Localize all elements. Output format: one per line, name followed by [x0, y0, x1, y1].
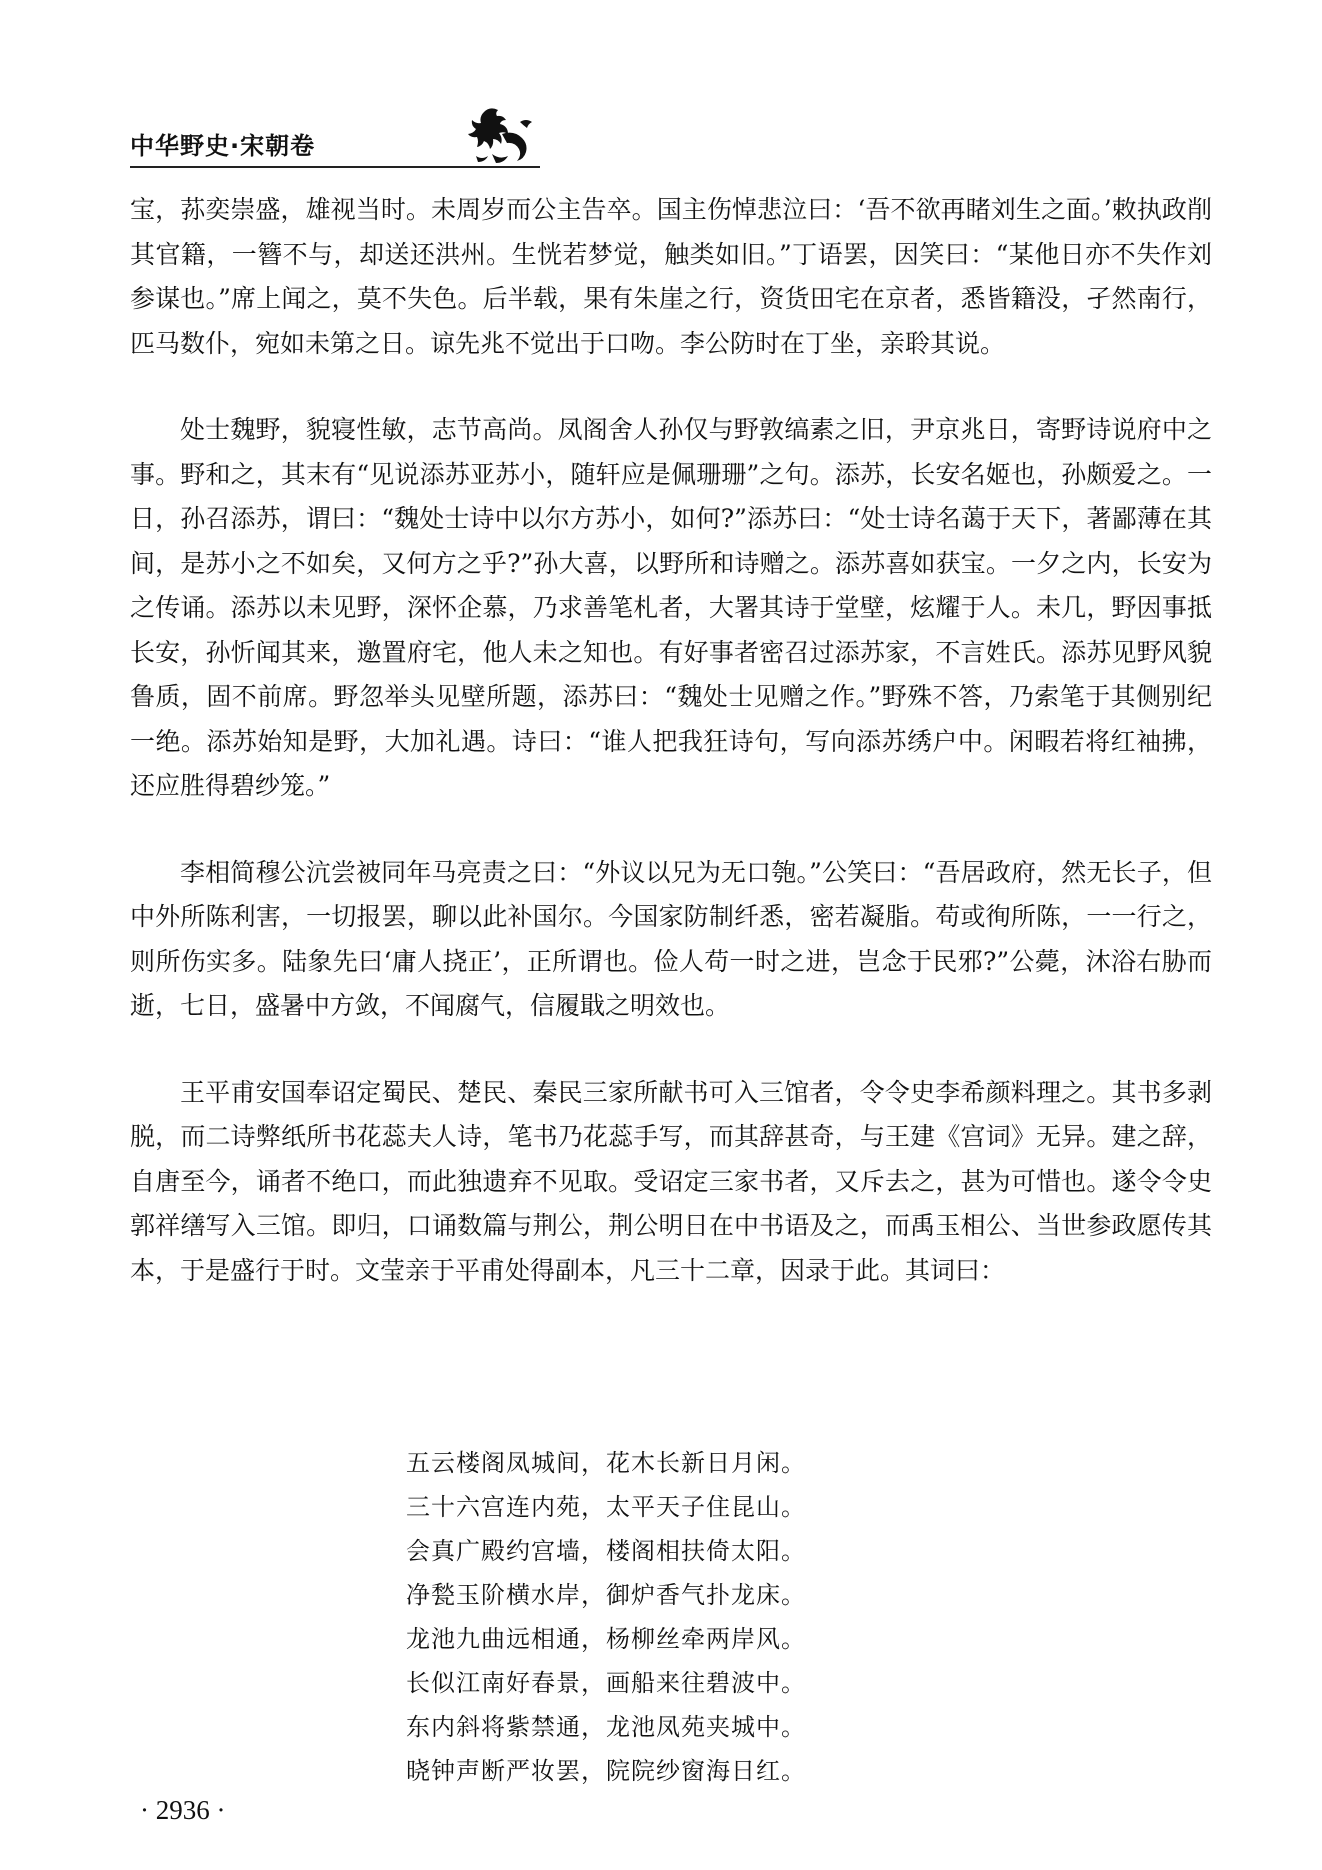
paragraph-spacer	[130, 809, 1212, 851]
paragraph-3: 李相简穆公沆尝被同年马亮责之曰：“外议以兄为无口匏。”公笑曰：“吾居政府，然无长子，但中外所陈利害，一切报罢，聊以此补国尔。今国家防制纤悉，密若凝脂。苟或徇所陈，一一行之，则所伤实多。陆象先曰‘庸人挠正’，正所谓也。俭人苟一时之进，岂念于民邪?”公薨，沐浴右胁而逝，七日，盛暑中方敛，不闻腐气，信履戢之明效也。	[130, 857, 1212, 1020]
paragraph-spacer	[130, 366, 1212, 408]
poem-line: 会真广殿约宫墙，楼阁相扶倚太阳。	[406, 1537, 806, 1565]
book-title: 中华野史·宋朝卷	[130, 132, 316, 160]
main-text	[130, 188, 1212, 1293]
poem-block	[406, 1441, 806, 1793]
paragraph-spacer	[130, 1029, 1212, 1071]
poem-line: 东内斜将紫禁通，龙池凤苑夹城中。	[406, 1713, 806, 1741]
dragon-emblem-icon	[462, 104, 540, 168]
poem-line: 净甃玉阶横水岸，御炉香气扑龙床。	[406, 1581, 806, 1609]
paragraph-1: 宝，荪奕崇盛，雄视当时。未周岁而公主告卒。国主伤悼悲泣曰：‘吾不欲再睹刘生之面。’敕执政削其官籍，一簪不与，却送还洪州。生恍若梦觉，触类如旧。”丁语罢，因笑曰：“某他日亦不失作刘参谋也。”席上闻之，莫不失色。后半载，果有朱崖之行，资货田宅在京者，悉皆籍没，孑然南行，匹马数仆，宛如未第之日。谅先兆不觉出于口吻。李公防时在丁坐，亲聆其说。	[130, 195, 1212, 358]
poem-line: 晓钟声断严妆罢，院院纱窗海日红。	[406, 1757, 806, 1785]
paragraph-2: 处士魏野，貌寝性敏，志节高尚。凤阁舍人孙仅与野敦缟素之旧，尹京兆日，寄野诗说府中之事。野和之，其末有“见说添苏亚苏小，随轩应是佩珊珊”之句。添苏，长安名姬也，孙颇爱之。一日，孙召添苏，谓曰：“魏处士诗中以尔方苏小，如何?”添苏曰：“处士诗名蔼于天下，著鄙薄在其间，是苏小之不如矣，又何方之乎?”孙大喜，以野所和诗赠之。添苏喜如获宝。一夕之内，长安为之传诵。添苏以未见野，深怀企慕，乃求善笔札者，大署其诗于堂壁，炫耀于人。未几，野因事抵长安，孙忻闻其来，邀置府宅，他人未之知也。有好事者密召过添苏家，不言姓氏。添苏见野风貌鲁质，固不前席。野忽举头见壁所题，添苏曰：“魏处士见赠之作。”野殊不答，乃索笔于其侧别纪一绝。添苏始知是野，大加礼遇。诗曰：“谁人把我狂诗句，写向添苏绣户中。闲暇若将红袖拂，还应胜得碧纱笼。”	[130, 415, 1212, 800]
poem-line: 三十六宫连内苑，太平天子住昆山。	[406, 1493, 806, 1521]
paragraph-4: 王平甫安国奉诏定蜀民、楚民、秦民三家所献书可入三馆者，令令史李希颜料理之。其书多剥脱，而二诗弊纸所书花蕊夫人诗，笔书乃花蕊手写，而其辞甚奇，与王建《宫词》无异。建之辞，自唐至今，诵者不绝口，而此独遗弃不见取。受诏定三家书者，又斥去之，甚为可惜也。遂令令史郭祥缮写入三馆。即归，口诵数篇与荆公，荆公明日在中书语及之，而禹玉相公、当世参政愿传其本，于是盛行于时。文莹亲于平甫处得副本，凡三十二章，因录于此。其词曰：	[130, 1077, 1212, 1285]
poem-line: 长似江南好春景，画船来往碧波中。	[406, 1669, 806, 1697]
poem-line: 五云楼阁凤城间，花木长新日月闲。	[406, 1449, 806, 1477]
poem-line: 龙池九曲远相通，杨柳丝牵两岸风。	[406, 1625, 806, 1653]
page-number: · 2936 ·	[140, 1795, 226, 1825]
